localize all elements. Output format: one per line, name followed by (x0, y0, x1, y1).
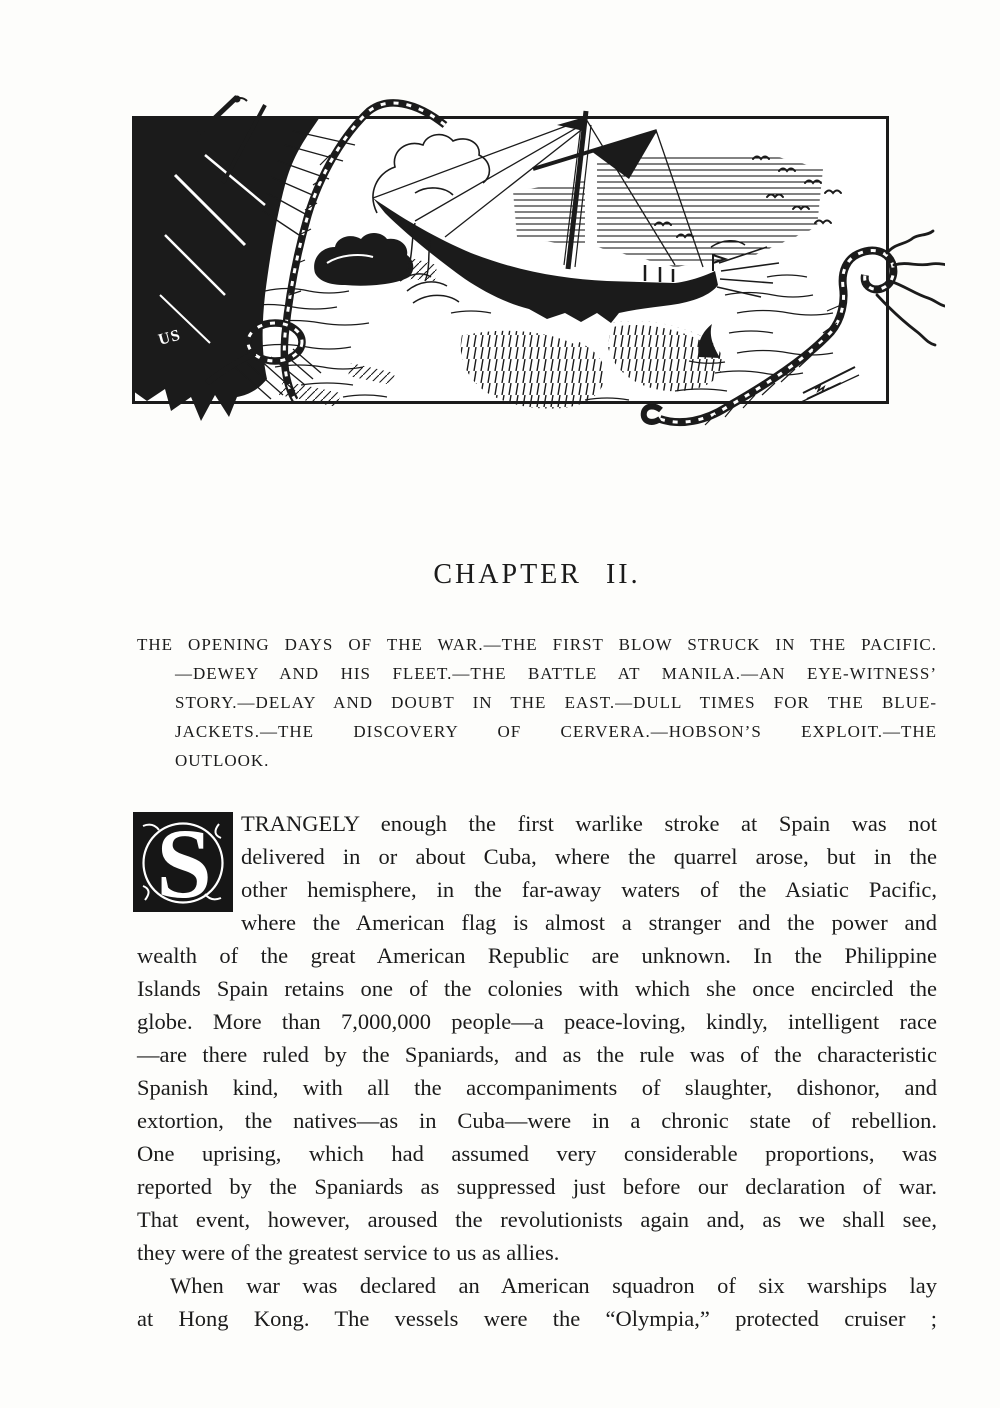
summary-line: STORY.—DELAY AND DOUBT IN THE EAST.—DULL TIMES FOR THE BLUE- (175, 693, 937, 712)
us-label: US (156, 326, 183, 349)
body-text (137, 807, 937, 1335)
body-line: wealth of the great American Republic are unknown. In the Philippine (137, 943, 937, 968)
body-line: Islands Spain retains one of the colonies with which she once encircled the (137, 976, 937, 1001)
body-line: That event, however, aroused the revolutionists again and, as we shall see, (137, 1207, 937, 1232)
body-line: they were of the greatest service to us as allies. (137, 1240, 560, 1265)
body-line: at Hong Kong. The vessels were the “Olympia,” protected cruiser ; (137, 1306, 937, 1331)
chapter-summary (137, 630, 937, 775)
body-line: where the American flag is almost a stranger and the power and (241, 910, 937, 935)
summary-line: JACKETS.—THE DISCOVERY OF CERVERA.—HOBSON’S EXPLOIT.—THE (175, 722, 937, 741)
body-line: —are there ruled by the Spaniards, and as the rule was of the characteristic (137, 1042, 937, 1067)
body-line: TRANGELY enough the first warlike stroke at Spain was not (241, 811, 937, 836)
body-line: Spanish kind, with all the accompaniments of slaughter, dishonor, and (137, 1075, 937, 1100)
body-line: other hemisphere, in the far-away waters of the Asiatic Pacific, (241, 877, 937, 902)
chapter-illustration (115, 95, 945, 440)
summary-line: —DEWEY AND HIS FLEET.—THE BATTLE AT MANILA.—AN EYE-WITNESS’ (175, 664, 937, 683)
body-line: delivered in or about Cuba, where the quarrel arose, but in the (241, 844, 937, 869)
drop-cap-letter: S (156, 812, 212, 912)
body-line: One uprising, which had assumed very considerable proportions, was (137, 1141, 937, 1166)
body-line: globe. More than 7,000,000 people—a peace-loving, kindly, intelligent race (137, 1009, 937, 1034)
chapter-heading: CHAPTER II. (433, 559, 641, 590)
body-line: reported by the Spaniards as suppressed just before our declaration of war. (137, 1174, 937, 1199)
body-line: extortion, the natives—as in Cuba—were in a chronic state of rebellion. (137, 1108, 937, 1133)
summary-line: OUTLOOK. (175, 751, 270, 770)
summary-line: THE OPENING DAYS OF THE WAR.—THE FIRST BLOW STRUCK IN THE PACIFIC. (137, 635, 937, 654)
body-line: When war was declared an American squadron of six warships lay (170, 1273, 937, 1298)
